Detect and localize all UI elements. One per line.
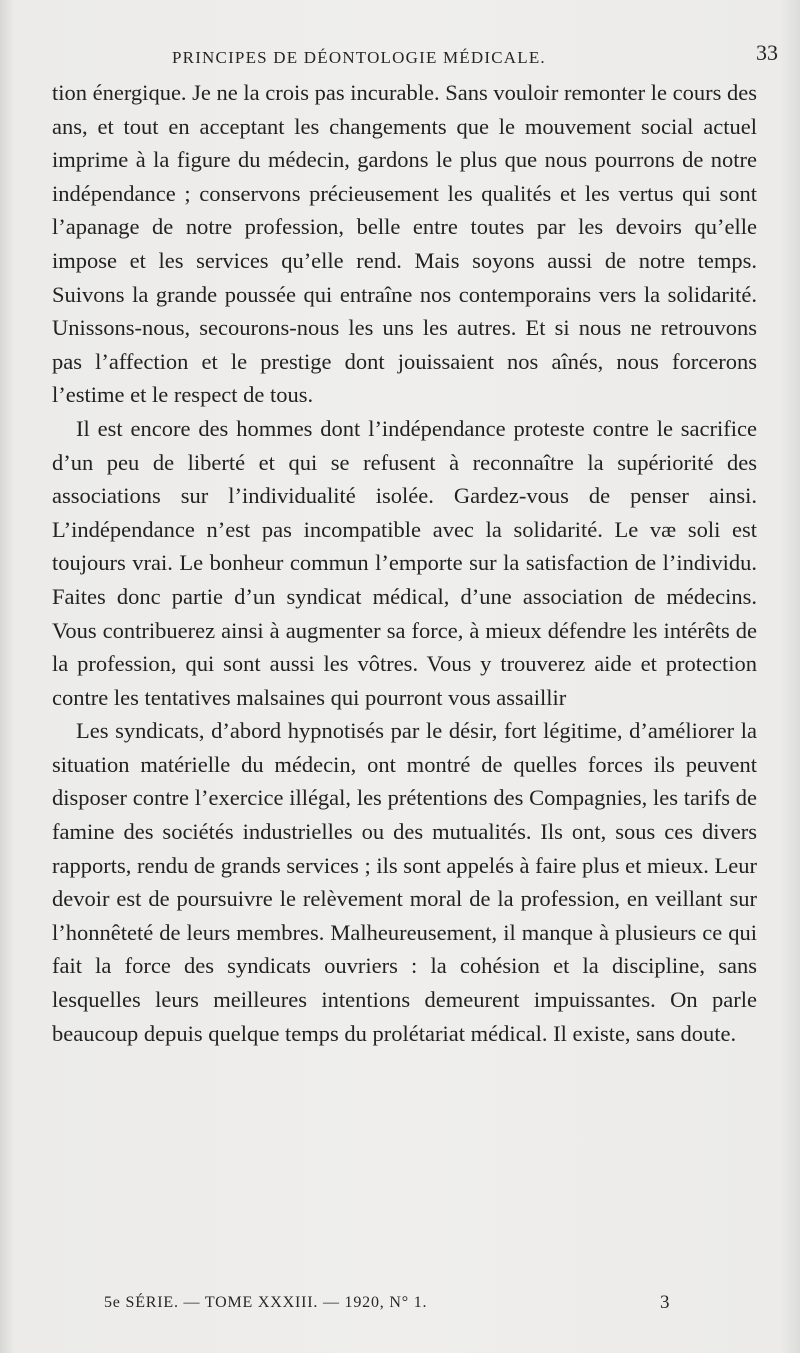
running-head: PRINCIPES DE DÉONTOLOGIE MÉDICALE. <box>172 48 546 67</box>
footer-series-info: 5e SÉRIE. — TOME XXXIII. — 1920, N° 1. <box>104 1294 428 1311</box>
paragraph-2: Il est encore des hommes dont l’indépendance proteste contre le sacrifice d’un peu de liberté et qui se refusent à reconnaître la supériorité des associations sur l’individualité isolée. Gardez-vous de penser ainsi. L’indépendance n’est pas incompatible avec la solidarité. Le væ soli est toujours vrai. Le bonheur commun l’emporte sur la satisfaction de l’individu. Faites donc partie d’un syndicat médical, d’une association de médecins. Vous contribuerez ainsi à augmenter sa force, à mieux défendre les intérêts de la profession, qui sont aussi les vôtres. Vous y trouverez aide et protection contre les tentatives malsaines qui pourront vous assaillir <box>52 415 757 710</box>
body-text <box>52 76 757 1050</box>
page-number: 33 <box>756 40 778 65</box>
footer-signature-mark: 3 <box>660 1292 670 1313</box>
paragraph-1: tion énergique. Je ne la crois pas incurable. Sans vouloir remonter le cours des ans, et tout en acceptant les changements que le mouvement social actuel imprime à la figure du médecin, gardons le plus que nous pourrons de notre indépendance ; conservons précieusement les qualités et les vertus qui sont l’apanage de notre profession, belle entre toutes par les devoirs qu’elle impose et les services qu’elle rend. Mais soyons aussi de notre temps. Suivons la grande poussée qui entraîne nos contemporains vers la solidarité. Unissons-nous, secourons-nous les uns les autres. Et si nous ne retrouvons pas l’affection et le prestige dont jouissaient nos aînés, nous forcerons l’estime et le respect de tous. <box>52 80 758 408</box>
paragraph-3: Les syndicats, d’abord hypnotisés par le désir, fort légitime, d’améliorer la situation matérielle du médecin, ont montré de quelles forces ils peuvent disposer contre l’exercice illégal, les prétentions des Compagnies, les tarifs de famine des sociétés industrielles ou des mutualités. Ils ont, sous ces divers rapports, rendu de grands services ; ils sont appelés à faire plus et mieux. Leur devoir est de poursuivre le relèvement moral de la profession, en veillant sur l’honnêteté de leurs membres. Malheureusement, il manque à plusieurs ce qui fait la force des syndicats ouvriers : la cohésion et la discipline, sans lesquelles leurs meilleures intentions demeurent impuissantes. On parle beaucoup depuis quelque temps du prolétariat médical. Il existe, sans doute. <box>52 718 757 1046</box>
